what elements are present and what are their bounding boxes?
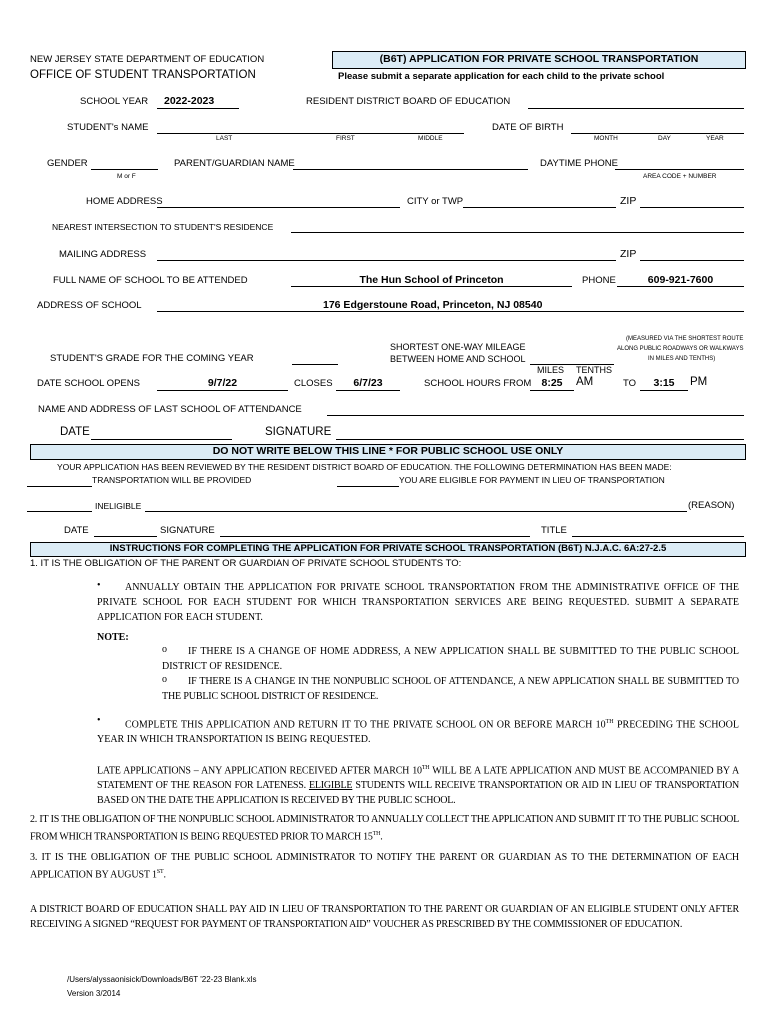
phone-value: 609-921-7600 xyxy=(647,274,714,286)
dob-label: DATE OF BIRTH xyxy=(492,122,564,133)
official-title-label: TITLE xyxy=(541,525,567,536)
hours-to-field[interactable] xyxy=(640,390,688,391)
gender-field[interactable] xyxy=(91,169,158,170)
school-year-field[interactable] xyxy=(157,108,239,109)
instructions-item-2: 2. IT IS THE OBLIGATION OF THE NONPUBLIC SCHOOL ADMINISTRATOR TO ANNUALLY COLLECT THE APPLICATION AND SUBMIT IT TO THE PUBLIC SCHOOL FROM WHICH TRANSPORTATION IS BEING REQUESTED PRIOR TO MARCH 15TH. xyxy=(30,814,739,843)
resident-district-label: RESIDENT DISTRICT BOARD OF EDUCATION xyxy=(306,96,511,107)
daytime-phone-field[interactable] xyxy=(615,169,744,170)
instructions-banner-text: INSTRUCTIONS FOR COMPLETING THE APPLICATION FOR PRIVATE SCHOOL TRANSPORTATION (B6T) N.J.A.C. 6A:27-2.5 xyxy=(109,543,667,554)
parent-label: PARENT/GUARDIAN NAME xyxy=(174,158,295,169)
intersection-field[interactable] xyxy=(291,232,744,233)
last-caption: LAST xyxy=(216,135,233,142)
phone-label: PHONE xyxy=(582,275,616,286)
date-label: DATE xyxy=(60,426,90,438)
home-address-label: HOME ADDRESS xyxy=(86,196,163,207)
ineligible-text: INELIGIBLE xyxy=(95,501,142,511)
hours-from-field[interactable] xyxy=(530,390,574,391)
eligible-aid-check[interactable] xyxy=(337,486,399,487)
office-name: OFFICE OF STUDENT TRANSPORTATION xyxy=(30,69,256,81)
mileage-note-3: IN MILES AND TENTHS) xyxy=(648,356,716,362)
grade-label: STUDENT'S GRADE FOR THE COMING YEAR xyxy=(50,353,254,364)
daytime-phone-label: DAYTIME PHONE xyxy=(540,158,618,169)
mailing-zip-label: ZIP xyxy=(620,248,637,260)
mailing-label: MAILING ADDRESS xyxy=(59,249,147,260)
instruction-b2: COMPLETE THIS APPLICATION AND RETURN IT TO THE PRIVATE SCHOOL ON OR BEFORE MARCH 10TH PRECEDING THE SCHOOL YEAR IN WHICH TRANSPORTATION IS BEING REQUESTED. xyxy=(97,719,739,746)
school-name-field[interactable] xyxy=(291,286,572,287)
official-date-label: DATE xyxy=(64,525,89,536)
city-label: CITY or TWP xyxy=(407,196,464,207)
grade-field[interactable] xyxy=(292,364,338,365)
mileage-note-2: ALONG PUBLIC ROADWAYS OR WALKWAYS xyxy=(617,346,744,352)
note-1: IF THERE IS A CHANGE OF HOME ADDRESS, A NEW APPLICATION SHALL BE SUBMITTED TO THE PUBLIC SCHOOL DISTRICT OF RESIDENCE. xyxy=(162,646,739,672)
date-field[interactable] xyxy=(91,439,232,440)
miles-caption: MILES xyxy=(537,365,565,375)
signature-field[interactable] xyxy=(336,439,744,440)
footer-path: /Users/alyssaonisick/Downloads/B6T '22-23 Blank.xls xyxy=(67,975,257,984)
hours-from-value: 8:25 xyxy=(541,377,563,389)
last-school-label: NAME AND ADDRESS OF LAST SCHOOL OF ATTENDANCE xyxy=(38,404,302,415)
ineligible-check[interactable] xyxy=(27,511,92,512)
first-caption: FIRST xyxy=(336,135,355,142)
dob-field[interactable] xyxy=(571,133,744,134)
circle-1: o xyxy=(162,644,167,655)
dept-name: NEW JERSEY STATE DEPARTMENT OF EDUCATION xyxy=(30,54,265,65)
parent-field[interactable] xyxy=(293,169,528,170)
mailing-field[interactable] xyxy=(157,260,616,261)
reviewed-text: YOUR APPLICATION HAS BEEN REVIEWED BY THE RESIDENT DISTRICT BOARD OF EDUCATION. THE FOLLOWING DETERMINATION HAS BEEN MADE: xyxy=(57,462,672,472)
tenths-caption: TENTHS xyxy=(576,365,612,375)
mailing-zip-field[interactable] xyxy=(640,260,744,261)
bullet-2: • xyxy=(97,715,101,726)
year-caption: YEAR xyxy=(706,135,724,142)
school-address-label: ADDRESS OF SCHOOL xyxy=(37,300,142,311)
note-2: IF THERE IS A CHANGE IN THE NONPUBLIC SCHOOL OF ATTENDANCE, A NEW APPLICATION SHALL BE SUBMITTED TO THE PUBLIC SCHOOL DISTRICT OF RESIDENCE. xyxy=(162,676,739,702)
hours-label: SCHOOL HOURS FROM xyxy=(424,378,532,389)
note-label: NOTE: xyxy=(97,632,129,643)
home-address-field[interactable] xyxy=(157,207,400,208)
bullet-1: • xyxy=(97,580,101,591)
signature-label: SIGNATURE xyxy=(265,426,332,438)
student-name-label: STUDENT's NAME xyxy=(67,122,149,133)
form-title: (B6T) APPLICATION FOR PRIVATE SCHOOL TRANSPORTATION xyxy=(379,53,699,65)
official-use-banner-text: DO NOT WRITE BELOW THIS LINE * FOR PUBLIC SCHOOL USE ONLY xyxy=(212,445,564,457)
closes-field[interactable] xyxy=(336,390,400,391)
city-field[interactable] xyxy=(463,207,616,208)
area-code-caption: AREA CODE + NUMBER xyxy=(643,173,717,180)
m-or-f-caption: M or F xyxy=(117,173,136,180)
student-name-field[interactable] xyxy=(157,133,464,134)
school-address-value: 176 Edgerstoune Road, Princeton, NJ 08540 xyxy=(323,299,543,311)
circle-2: o xyxy=(162,674,167,685)
mileage-label-2: BETWEEN HOME AND SCHOOL xyxy=(390,354,526,364)
gender-label: GENDER xyxy=(47,158,88,169)
instructions-item-1: 1. IT IS THE OBLIGATION OF THE PARENT OR GUARDIAN OF PRIVATE SCHOOL STUDENTS TO: xyxy=(30,558,462,569)
closes-value: 6/7/23 xyxy=(353,377,383,389)
intersection-label: NEAREST INTERSECTION TO STUDENT'S RESIDENCE xyxy=(52,222,274,232)
closes-label: CLOSES xyxy=(294,378,333,389)
official-signature-field[interactable] xyxy=(220,536,530,537)
official-date-field[interactable] xyxy=(94,536,157,537)
provided-text: TRANSPORTATION WILL BE PROVIDED xyxy=(92,475,252,485)
footer-version: Version 3/2014 xyxy=(67,989,121,998)
date-opens-field[interactable] xyxy=(157,390,288,391)
phone-field[interactable] xyxy=(617,286,744,287)
school-year-label: SCHOOL YEAR xyxy=(80,96,149,107)
instruction-b1: ANNUALLY OBTAIN THE APPLICATION FOR PRIVATE SCHOOL TRANSPORTATION FROM THE ADMINISTRATIVE OFFICE OF THE PRIVATE SCHOOL FOR EACH STUDENT FOR WHICH TRANSPORTATION SERVICES ARE BEING REQUESTED. SUBMIT A SEPARATE APPLICATION FOR EACH STUDENT. xyxy=(97,582,739,623)
am-label: AM xyxy=(576,376,594,388)
month-caption: MONTH xyxy=(594,135,618,142)
reason-field[interactable] xyxy=(145,511,687,512)
zip-label: ZIP xyxy=(620,195,637,207)
late-applications: LATE APPLICATIONS – ANY APPLICATION RECEIVED AFTER MARCH 10TH WILL BE A LATE APPLICATION AND MUST BE ACCOMPANIED BY A STATEMENT OF THE REASON FOR LATENESS. ELIGIBLE STUDENTS WILL RECEIVE TRANSPORTATION OR AID IN LIEU OF TRANSPORTATION BASED ON THE DATE THE APPLICATION IS RECEIVED BY THE PUBLIC SCHOOL. xyxy=(97,765,740,807)
form-subtitle: Please submit a separate application for each child to the private school xyxy=(338,71,665,82)
final-paragraph: A DISTRICT BOARD OF EDUCATION SHALL PAY AID IN LIEU OF TRANSPORTATION TO THE PARENT OR GUARDIAN OF AN ELIGIBLE STUDENT ONLY AFTER RECEIVING A SIGNED “REQUEST FOR PAYMENT OF TRANSPORTATION AID” VOUCHER AS PRESCRIBED BY THE COMMISSIONER OF EDUCATION. xyxy=(30,904,739,930)
to-label: TO xyxy=(623,378,637,389)
hours-to-value: 3:15 xyxy=(653,377,675,389)
eligible-aid-text: YOU ARE ELIGIBLE FOR PAYMENT IN LIEU OF TRANSPORTATION xyxy=(399,475,665,485)
school-year-value: 2022-2023 xyxy=(164,95,215,107)
school-name-value: The Hun School of Princeton xyxy=(359,274,504,286)
mileage-label-1: SHORTEST ONE-WAY MILEAGE xyxy=(390,342,526,352)
provided-check[interactable] xyxy=(27,486,92,487)
school-address-field[interactable] xyxy=(157,311,744,312)
pm-label: PM xyxy=(690,376,708,388)
mileage-note-1: (MEASURED VIA THE SHORTEST ROUTE xyxy=(626,336,744,342)
middle-caption: MIDDLE xyxy=(418,135,443,142)
official-title-field[interactable] xyxy=(572,536,744,537)
school-name-label: FULL NAME OF SCHOOL TO BE ATTENDED xyxy=(53,275,248,286)
reason-label: (REASON) xyxy=(688,500,735,511)
last-school-field[interactable] xyxy=(327,415,744,416)
day-caption: DAY xyxy=(658,135,671,142)
zip-field[interactable] xyxy=(640,207,744,208)
date-opens-label: DATE SCHOOL OPENS xyxy=(37,378,140,389)
instructions-item-3: 3. IT IS THE OBLIGATION OF THE PUBLIC SCHOOL ADMINISTRATOR TO NOTIFY THE PARENT OR GUARDIAN AS TO THE DETERMINATION OF EACH APPLICATION BY AUGUST 1ST. xyxy=(30,852,739,881)
resident-district-field[interactable] xyxy=(528,108,744,109)
official-signature-label: SIGNATURE xyxy=(160,525,215,536)
date-opens-value: 9/7/22 xyxy=(207,377,238,389)
